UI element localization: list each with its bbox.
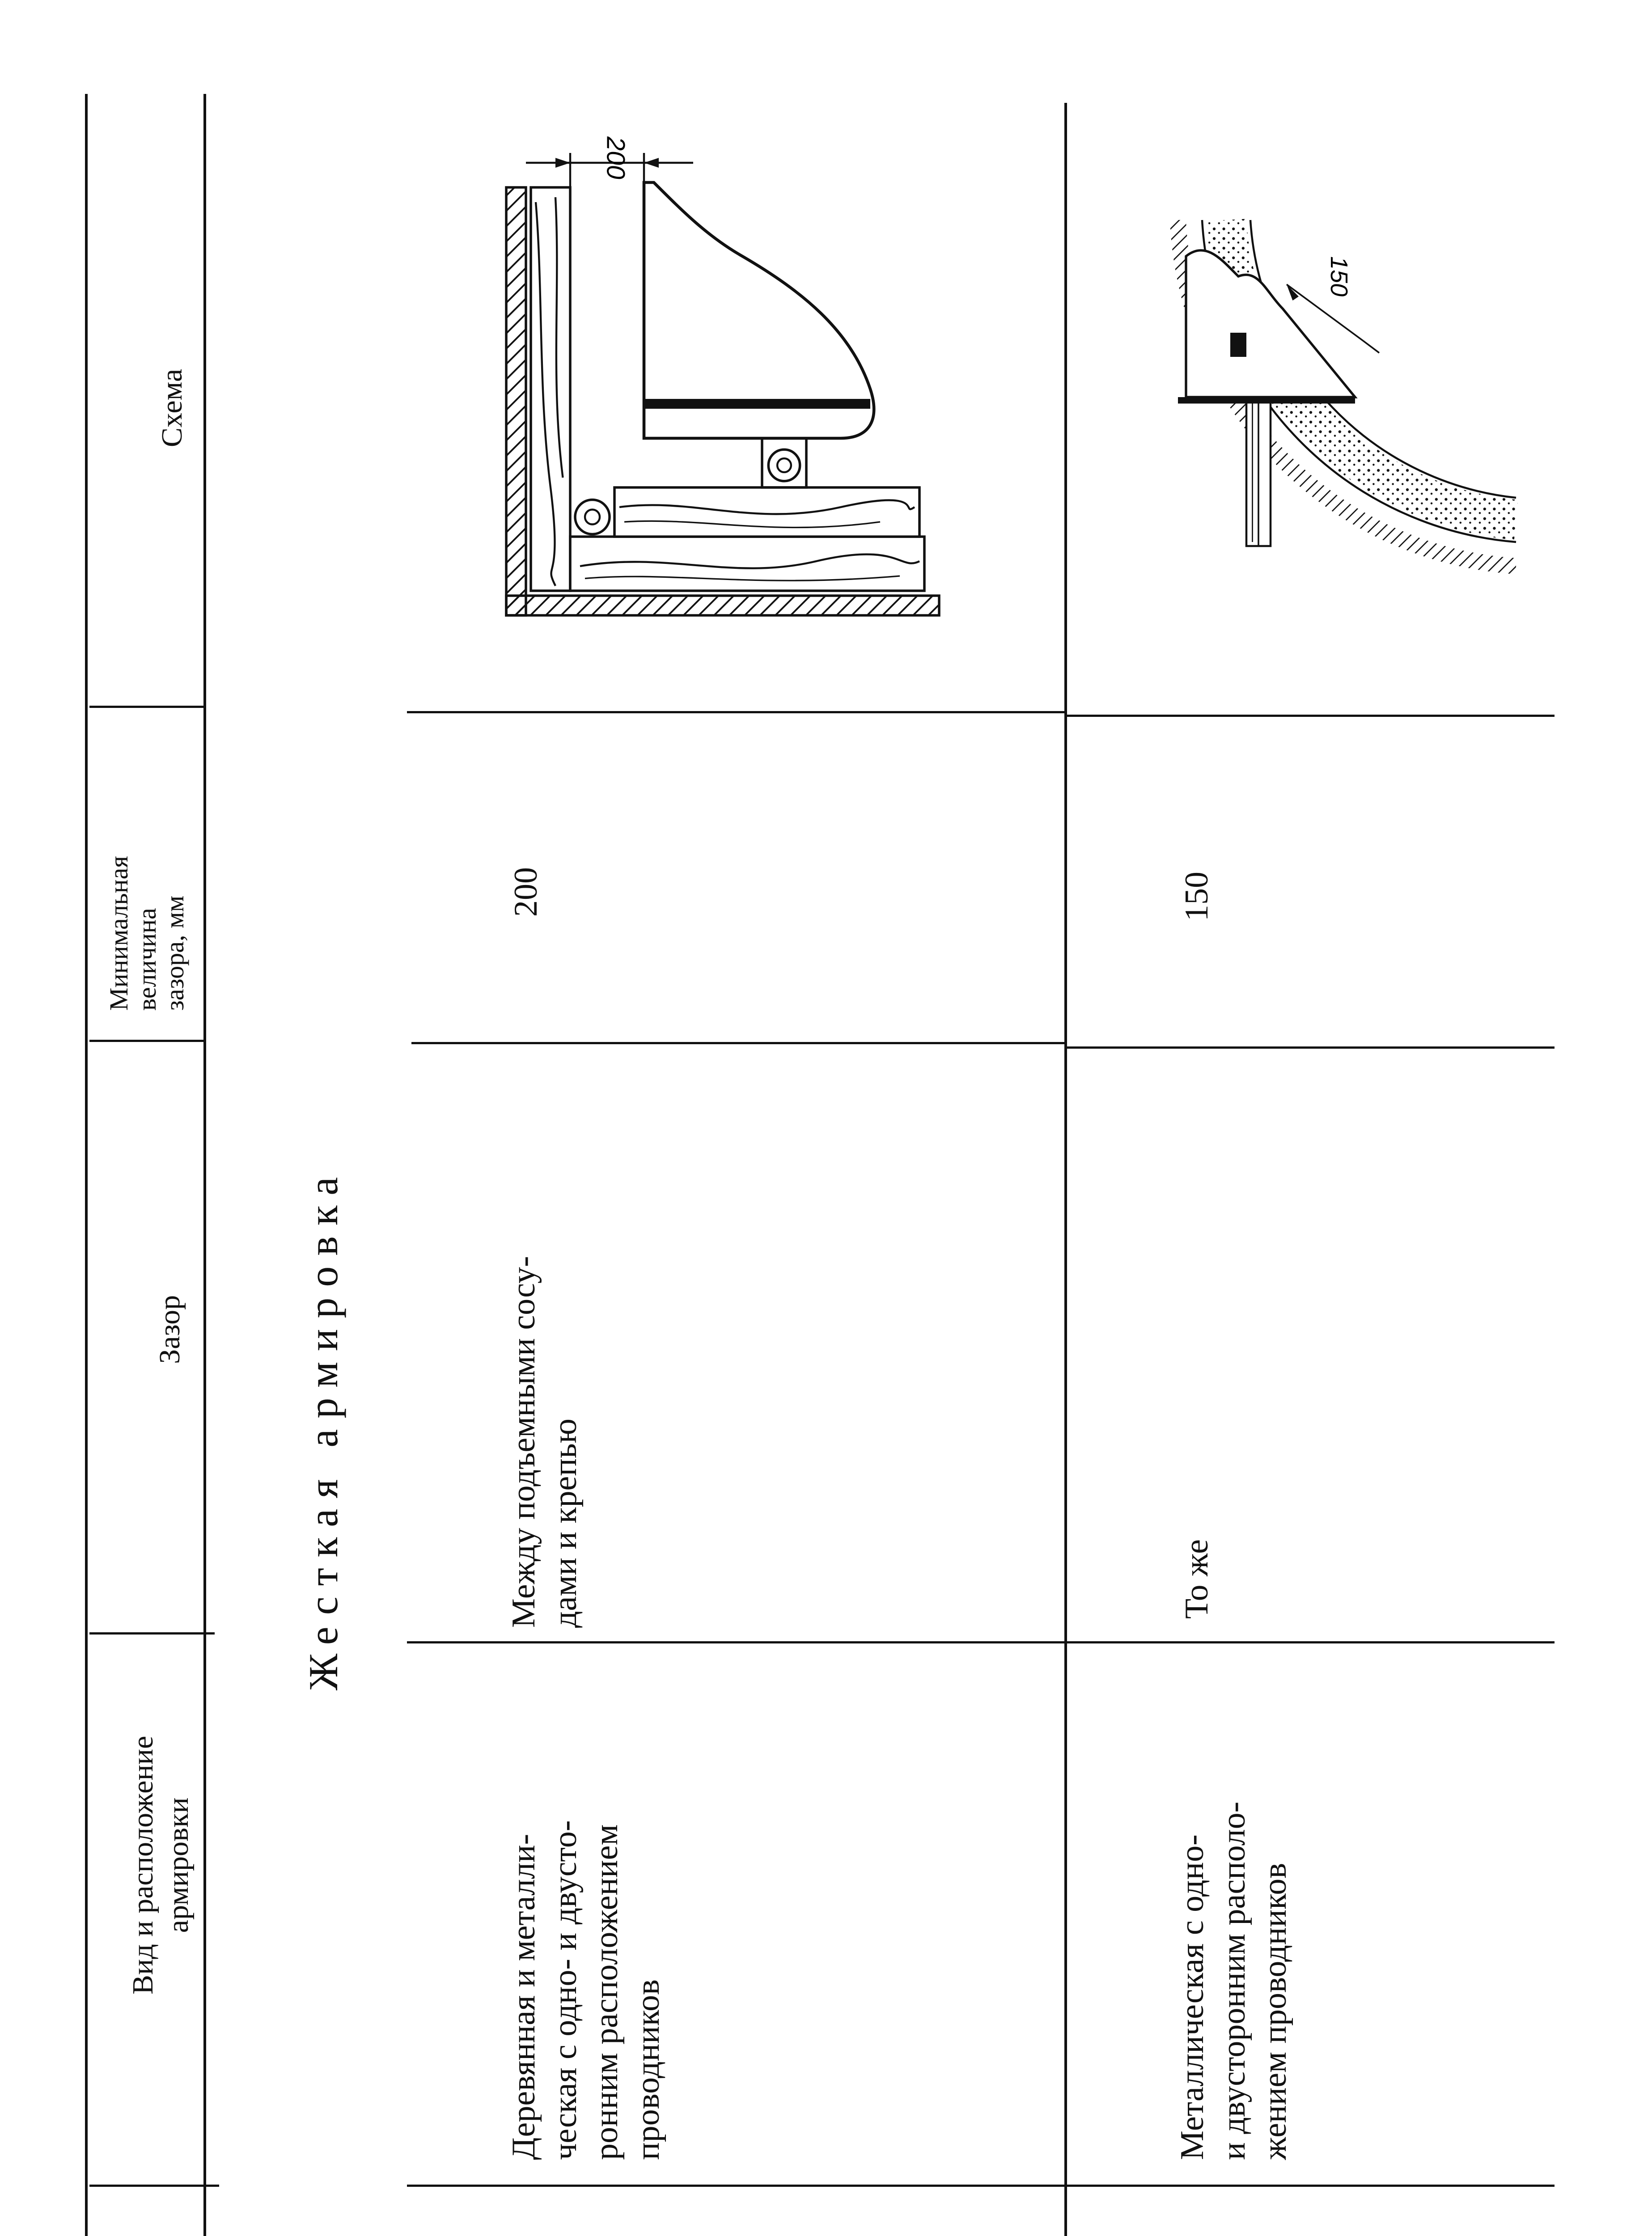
header-min-clearance: Минимальная величина зазора, мм [104, 855, 190, 1011]
row1-scheme-diagram [496, 136, 988, 635]
table-top-rule [85, 94, 88, 2236]
row1-clearance: Между подъемными сосу- дами и крепью [505, 1256, 584, 1628]
row-divider-rule [1064, 103, 1067, 2236]
row2-col-sep-3 [1067, 1046, 1555, 1049]
header-bottom-rule [203, 94, 206, 2236]
row2-col-sep-2 [1067, 1641, 1555, 1643]
row2-scheme-diagram [1154, 188, 1556, 590]
row2-col-sep-1 [1067, 2185, 1555, 2187]
row2-clearance: То же [1178, 1539, 1215, 1619]
header-type-and-arrangement: Вид и расположение армировки [127, 1736, 195, 1995]
row2-type-and-arrangement: Металлическая с одно- и двусторонним располо- жением проводников [1174, 1801, 1293, 2160]
row1-col-sep-4 [407, 711, 1064, 713]
row1-col-sep-3 [411, 1042, 1064, 1044]
header-scheme: Схема [156, 368, 188, 447]
header-col-sep-1 [89, 2185, 219, 2187]
header-clearance: Зазор [153, 1295, 186, 1364]
section-title: Жесткая армировка [301, 1166, 346, 1690]
row1-scheme-label: 200 [601, 136, 630, 179]
row2-min-clearance: 150 [1178, 872, 1215, 921]
row1-type-and-arrangement: Деревянная и металли- ческая с одно- и двусто- ронним расположением проводников [505, 1820, 666, 2160]
row1-col-sep-1 [407, 2185, 1064, 2187]
header-col-sep-4 [89, 706, 203, 708]
row2-scheme-label: 150 [1326, 256, 1352, 297]
header-col-sep-2 [89, 1632, 215, 1635]
header-col-sep-3 [89, 1040, 203, 1042]
row2-col-sep-4 [1067, 715, 1555, 717]
row1-min-clearance: 200 [508, 867, 544, 917]
